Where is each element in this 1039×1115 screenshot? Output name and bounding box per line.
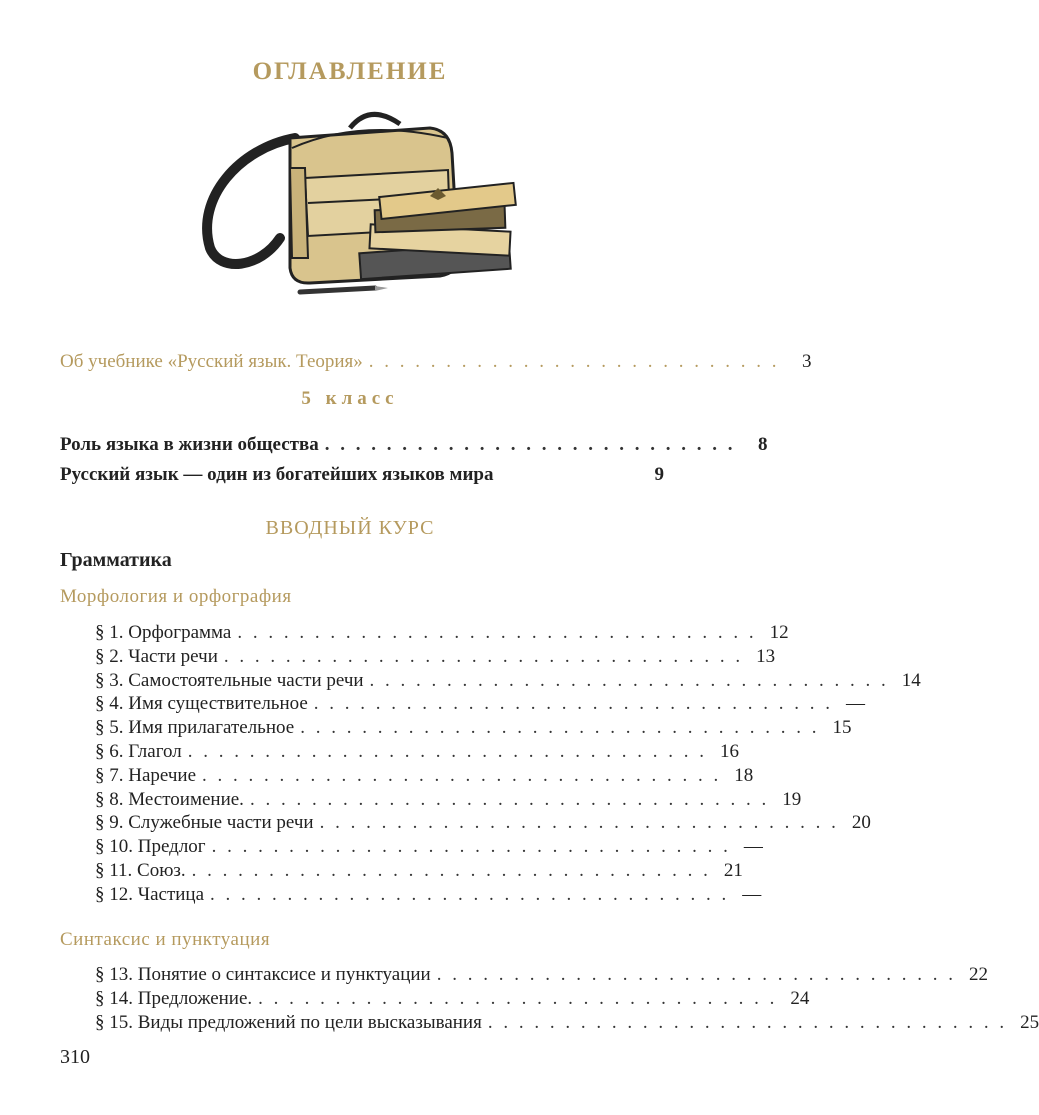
toc-entry[interactable] — [60, 433, 768, 457]
toc-entry[interactable] — [95, 883, 762, 907]
toc-entry-label: § 13. Понятие о синтаксисе и пунктуации — [95, 964, 431, 985]
section-title: Грамматика — [60, 549, 172, 571]
toc-entry-label: § 2. Части речи — [95, 645, 218, 667]
toc-entry-label: § 11. Союз. — [95, 860, 186, 881]
toc-entry-label: § 7. Наречие — [95, 764, 197, 786]
course-heading: ВВОДНЫЙ КУРС — [265, 517, 435, 539]
page-number: 310 — [60, 1046, 90, 1068]
toc-page-number: 14 — [901, 669, 921, 691]
leader-dots: . . . . . . . . . . . . . . . . . . . . . . . . . . . . . . . . . . — [187, 741, 708, 762]
leader-dots: . . . . . . . . . . . . . . . . . . . . . . . . . . . . . . . . . . — [319, 812, 839, 834]
page-title: ОГЛАВЛЕНИЕ — [252, 58, 448, 85]
grade-heading: 5 класс — [301, 388, 399, 409]
leader-dots: . . . . . . . . . . . . . . . . . . . . . . . . . . . . . . . . . . — [191, 860, 711, 881]
toc-entry[interactable] — [95, 621, 789, 645]
toc-page-number: 13 — [756, 645, 776, 667]
leader-dots: . . . . . . . . . . . . . . . . . . . . . . . . . . . . . . . . . . — [210, 883, 730, 905]
toc-entry-label: § 15. Виды предложений по цели высказывания — [95, 1012, 482, 1033]
toc-entry-label: § 12. Частица — [95, 883, 205, 905]
toc-entry[interactable] — [60, 463, 664, 487]
toc-page-number: — — [743, 836, 763, 858]
leader-dots: . . . . . . . . . . . . . . . . . . . . . . . . . . . . . . . . . . — [313, 693, 834, 715]
leader-dots: . . . . . . . . . . . . . . . . . . . . . . . . . . . . . . . . . . — [436, 964, 956, 985]
toc-entry[interactable] — [95, 963, 988, 987]
toc-page-number: 19 — [782, 788, 802, 810]
toc-entry-label: § 3. Самостоятельные части речи — [95, 669, 364, 691]
leader-dots: . . . . . . . . . . . . . . . . . . . . . . . . . . . . . . . . . . — [300, 717, 820, 739]
toc-entry[interactable] — [95, 669, 921, 693]
leader-dots: . . . . . . . . . . . . . . . . . . . . . . . . . . . . . . . . . . — [258, 988, 778, 1009]
toc-page-number: 8 — [758, 434, 768, 455]
toc-entry-intro[interactable] — [60, 350, 812, 374]
toc-page-number: 20 — [851, 812, 871, 834]
leader-dots: . . . . . . . . . . . . . . . . . . . . . . . . . . . . . . . . . . — [487, 1012, 1008, 1033]
toc-page-number: 21 — [723, 860, 743, 881]
toc-entry[interactable] — [95, 716, 852, 740]
leader-dots: . . . . . . . . . . . . . . . . . . . . . . . . . . . . . . . . . . — [223, 645, 744, 667]
toc-entry-label: § 14. Предложение. — [95, 988, 253, 1009]
toc-page-number: 18 — [734, 764, 754, 786]
toc-entry[interactable] — [95, 859, 743, 883]
leader-dots: . . . . . . . . . . . . . . . . . . . . . . . . . . . . . . . . . . — [237, 622, 757, 643]
toc-page-number: 9 — [654, 464, 664, 485]
leader-dots: . . . . . . . . . . . . . . . . . . . . . . . . . . . . . . . . . . — [211, 836, 731, 858]
toc-page-number: 24 — [790, 988, 810, 1009]
toc-entry[interactable] — [95, 645, 776, 669]
leader-dots: . . . . . . . . . . . . . . . . . . . . . . . . . . . . . . . . . . — [202, 764, 722, 786]
toc-page-number: — — [742, 883, 762, 905]
toc-entry[interactable] — [95, 740, 740, 764]
subsection-title-morphology: Морфология и орфография — [60, 586, 292, 607]
toc-entry[interactable] — [95, 987, 810, 1011]
toc-entry[interactable] — [95, 835, 763, 859]
leader-dots: . . . . . . . . . . . . . . . . . . . . . . . . . . . — [368, 351, 780, 372]
toc-entry-label: § 10. Предлог — [95, 836, 206, 858]
school-bag-illustration — [200, 108, 530, 308]
toc-entry[interactable] — [95, 692, 866, 716]
toc-page-number: — — [846, 693, 866, 715]
toc-page-number: 3 — [802, 351, 812, 372]
toc-entry[interactable] — [95, 788, 802, 812]
toc-entry-label: § 9. Служебные части речи — [95, 812, 314, 834]
toc-entry-label: Об учебнике «Русский язык. Теория» — [60, 351, 363, 372]
leader-dots: . . . . . . . . . . . . . . . . . . . . . . . . . . . — [324, 434, 736, 455]
toc-entry[interactable] — [95, 811, 871, 835]
toc-entry-label: § 5. Имя прилагательное — [95, 717, 295, 739]
toc-entry[interactable] — [95, 764, 754, 788]
subsection-title-syntax: Синтаксис и пунктуация — [60, 929, 271, 950]
toc-entry-label: § 8. Местоимение. — [95, 788, 244, 810]
toc-entry-label: Русский язык — один из богатейших языков мира — [60, 464, 494, 485]
toc-page-number: 12 — [769, 622, 789, 643]
toc-entry-label: § 4. Имя существительное — [95, 693, 308, 715]
toc-page-number: 25 — [1020, 1012, 1039, 1033]
toc-page-number: 22 — [968, 964, 988, 985]
toc-entry-label: Роль языка в жизни общества — [60, 434, 319, 455]
toc-entry-label: § 1. Орфограмма — [95, 622, 232, 643]
toc-page-number: 16 — [720, 741, 740, 762]
leader-dots: . . . . . . . . . . . . . . . . . . . . . . . . . . . . . . . . . . — [369, 669, 889, 691]
toc-entry-label: § 6. Глагол — [95, 741, 182, 762]
toc-entry[interactable] — [95, 1011, 1039, 1035]
toc-page-number: 15 — [832, 717, 852, 739]
leader-dots: . . . . . . . . . . . . . . . . . . . . . . . . . . . . . . . . . . — [249, 788, 770, 810]
